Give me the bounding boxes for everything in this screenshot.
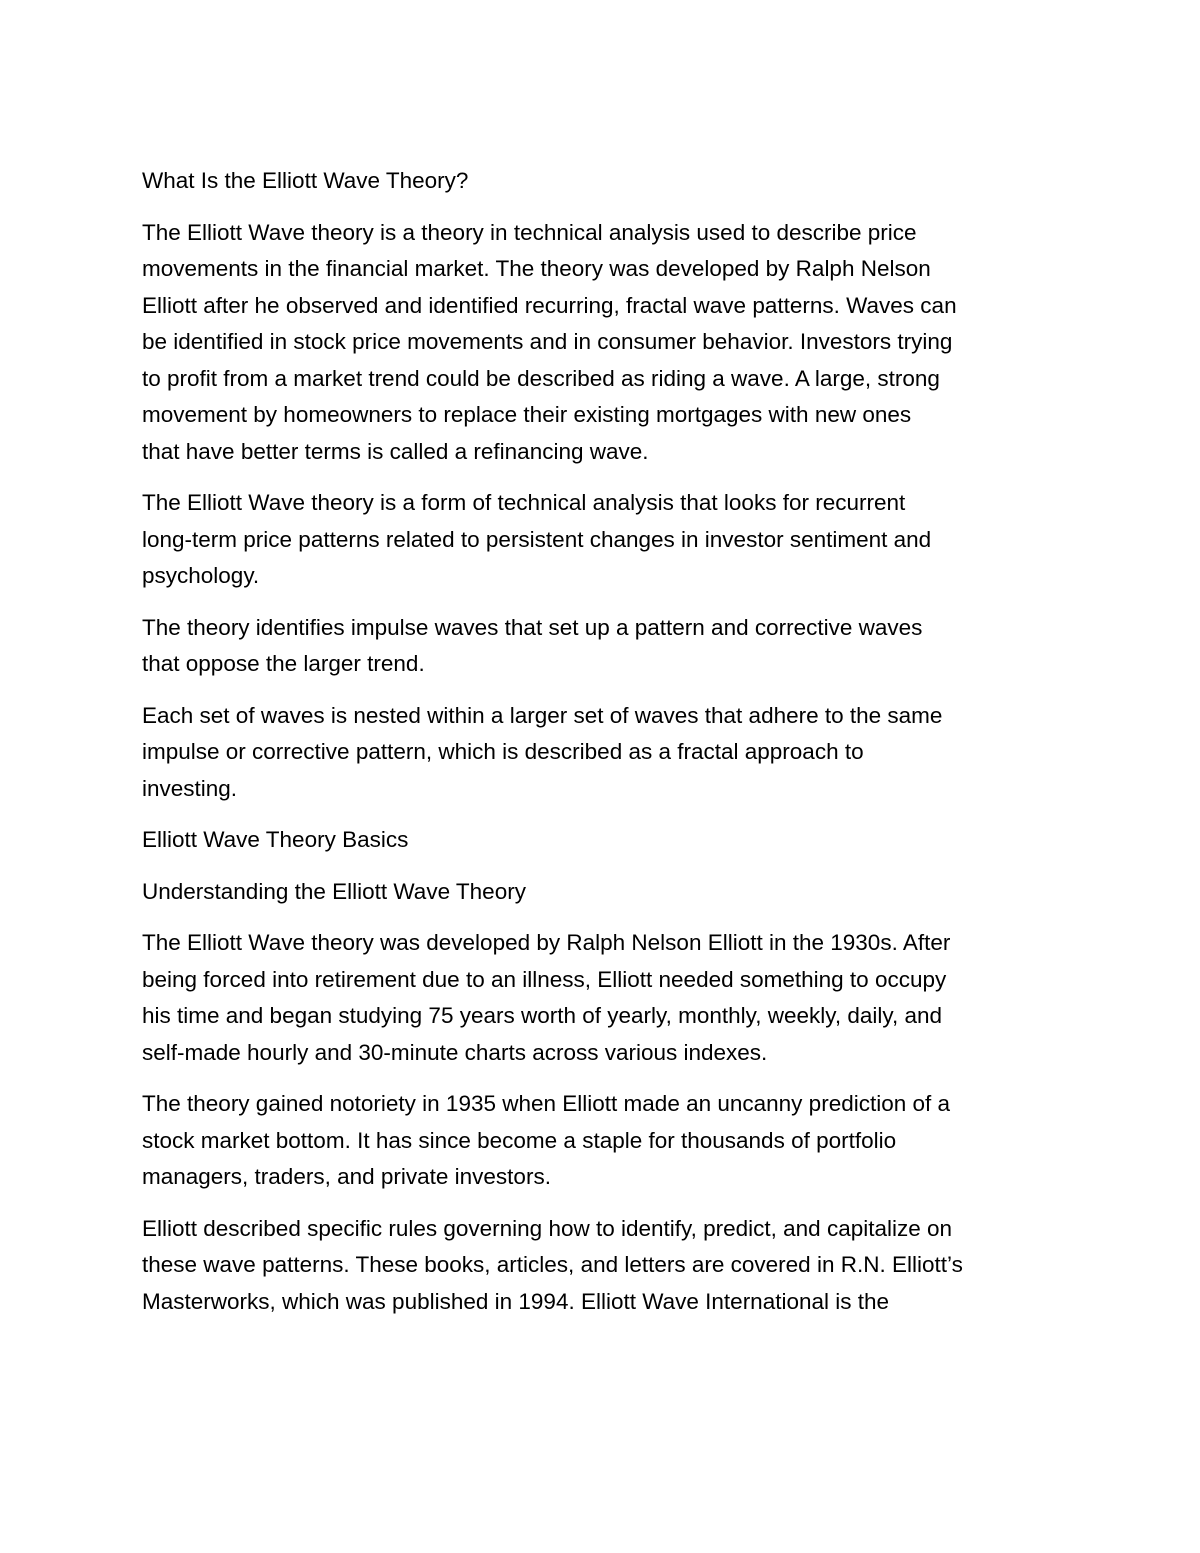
text-line: Elliott after he observed and identified recurring, fractal wave patterns. Waves can xyxy=(142,292,957,318)
heading-understanding xyxy=(142,874,1062,911)
paragraph-rules xyxy=(142,1211,1062,1321)
text-line: The theory identifies impulse waves that set up a pattern and corrective waves xyxy=(142,614,923,640)
paragraph-history xyxy=(142,925,1062,1071)
paragraph-fractal-approach xyxy=(142,698,1062,808)
text-line: investing. xyxy=(142,775,238,801)
document-body xyxy=(142,163,1062,1335)
text-line: Masterworks, which was published in 1994. Elliott Wave International is the xyxy=(142,1288,890,1314)
text-line: these wave patterns. These books, articles, and letters are covered in R.N. Elliott’s xyxy=(142,1252,963,1277)
paragraph-definition xyxy=(142,215,1062,471)
text-line: movement by homeowners to replace their existing mortgages with new ones xyxy=(142,402,912,427)
text-line: being forced into retirement due to an illness, Elliott needed something to occupy xyxy=(142,966,947,992)
heading-what-is-elliott-wave xyxy=(142,163,1062,200)
text-line: his time and began studying 75 years worth of yearly, monthly, weekly, daily, and xyxy=(142,1003,942,1028)
text-line: psychology. xyxy=(142,563,260,588)
text-line: The Elliott Wave theory is a theory in technical analysis used to describe price xyxy=(142,219,917,245)
heading-basics xyxy=(142,822,1062,859)
paragraph-impulse-waves xyxy=(142,610,1062,683)
text-line: self-made hourly and 30-minute charts across various indexes. xyxy=(142,1039,768,1065)
text-line: stock market bottom. It has since become a staple for thousands of portfolio xyxy=(142,1127,897,1153)
text-line: Each set of waves is nested within a larger set of waves that adhere to the same xyxy=(142,702,943,728)
paragraph-technical-analysis xyxy=(142,485,1062,595)
text-line: The Elliott Wave theory was developed by Ralph Nelson Elliott in the 1930s. After xyxy=(142,930,951,955)
text-line: be identified in stock price movements and in consumer behavior. Investors trying xyxy=(142,329,953,354)
text-line: that have better terms is called a refinancing wave. xyxy=(142,438,649,464)
paragraph-notoriety xyxy=(142,1086,1062,1196)
text-line: to profit from a market trend could be described as riding a wave. A large, strong xyxy=(142,365,940,391)
text-line: long-term price patterns related to persistent changes in investor sentiment and xyxy=(142,526,932,552)
text-line: that oppose the larger trend. xyxy=(142,651,425,676)
text-line: The Elliott Wave theory is a form of technical analysis that looks for recurrent xyxy=(142,490,906,515)
text-line: The theory gained notoriety in 1935 when Elliott made an uncanny prediction of a xyxy=(142,1091,951,1116)
text-line: managers, traders, and private investors. xyxy=(142,1164,551,1189)
text-line: What Is the Elliott Wave Theory? xyxy=(142,168,469,193)
text-line: Elliott described specific rules governing how to identify, predict, and capitalize on xyxy=(142,1215,953,1241)
text-line: impulse or corrective pattern, which is described as a fractal approach to xyxy=(142,739,864,764)
text-line: Understanding the Elliott Wave Theory xyxy=(142,878,526,904)
text-line: Elliott Wave Theory Basics xyxy=(142,827,409,852)
text-line: movements in the financial market. The theory was developed by Ralph Nelson xyxy=(142,256,931,281)
